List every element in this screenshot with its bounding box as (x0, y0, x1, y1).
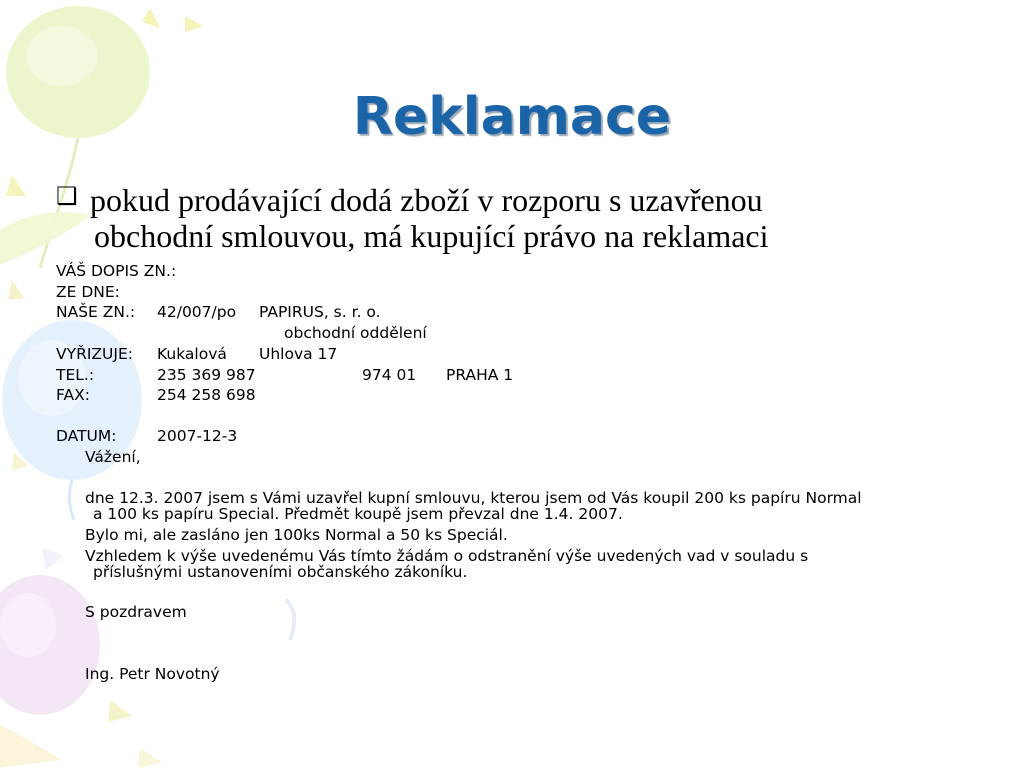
paragraph-3-line-1: Vzhledem k výše uvedenému Vás tímto žádám o odstranění výše uvedených vad v souladu s (85, 547, 809, 565)
datum-label: DATUM: (56, 427, 117, 445)
postal-code: 974 01 (362, 366, 417, 384)
vyrizuje-label: VYŘIZUJE: (56, 345, 133, 363)
vas-dopis-label: VÁŠ DOPIS ZN.: (56, 262, 177, 280)
paragraph-2: Bylo mi, ale zasláno jen 100ks Normal a 50 ks Speciál. (85, 526, 508, 544)
company-name: PAPIRUS, s. r. o. (259, 303, 381, 321)
slide-title: Reklamace (352, 87, 672, 147)
ze-dne-label: ZE DNE: (56, 283, 120, 301)
tel-label: TEL.: (56, 366, 95, 384)
signature: Ing. Petr Novotný (85, 665, 220, 683)
bullet-text-line-1: pokud prodávající dodá zboží v rozporu s uzavřenou (90, 182, 763, 218)
paragraph-1-line-2: a 100 ks papíru Special. Předmět koupě jsem převzal dne 1.4. 2007. (93, 505, 623, 523)
street: Uhlova 17 (259, 345, 338, 363)
tel-value: 235 369 987 (157, 366, 256, 384)
bullet-text-line-2: obchodní smlouvou, má kupující právo na reklamaci (94, 218, 769, 254)
bullet-text (90, 182, 950, 254)
paragraph-1-line-1: dne 12.3. 2007 jsem s Vámi uzavřel kupní smlouvu, kterou jsem od Vás koupil 200 ks papíru Normal (85, 489, 862, 507)
city: PRAHA 1 (446, 366, 514, 384)
square-bullet-icon: ❑ (56, 182, 78, 210)
closing: S pozdravem (85, 603, 187, 621)
vyrizuje-value: Kukalová (157, 345, 227, 363)
fax-label: FAX: (56, 386, 90, 404)
nase-zn-value: 42/007/po (157, 303, 237, 321)
datum-value: 2007-12-3 (157, 427, 238, 445)
greeting: Vážení, (85, 448, 141, 466)
paragraph-3-line-2: příslušnými ustanoveními občanského zákoníku. (93, 563, 468, 581)
fax-value: 254 258 698 (157, 386, 256, 404)
nase-zn-label: NAŠE ZN.: (56, 303, 136, 321)
department: obchodní oddělení (284, 324, 427, 342)
